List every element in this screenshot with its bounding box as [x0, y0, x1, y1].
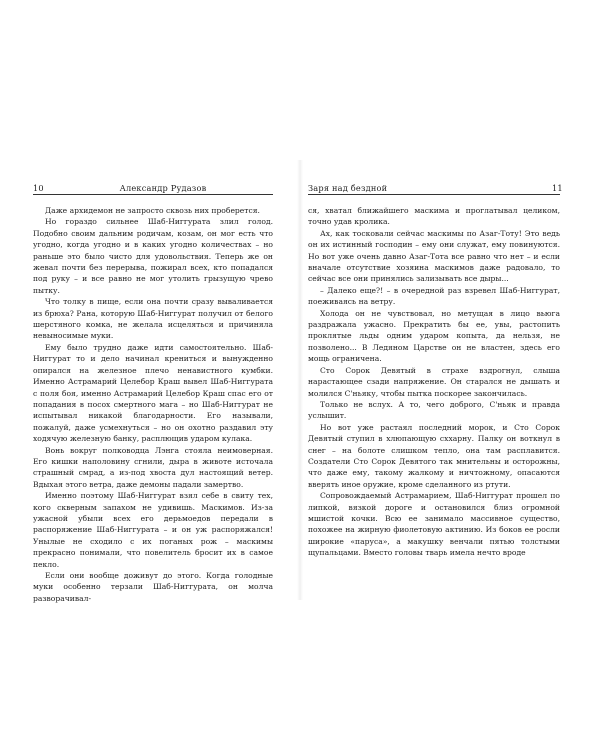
paragraph: Сопровождаемый Астрамарием, Шаб-Ниггурат прошел по липкой, вязкой дороге и остановился близ огромной мшистой кочки. Всю ее занимало массивное существо, похожее на жирную фиолетовую актинию. Из боков ее росли широкие «паруса», а макушку венчали пятью толстыми щупальцами. Вместо головы тварь имела нечто вроде — [308, 491, 560, 558]
header-rule-left — [33, 194, 273, 195]
right-page-text — [308, 205, 560, 559]
page-number-left: 10 — [33, 183, 44, 193]
paragraph: Холода он не чувствовал, но метущая в лицо вьюга раздражала ужасно. Прекратить бы ее, увы, растопить проклятые льды одним ударом копыта, да нельзя, не позволено... В Ледяном Царстве он не властен, здесь его мощь ограничена. — [308, 308, 560, 364]
paragraph: Вонь вокруг полководца Лэнга стояла неимоверная. Его кишки наполовину сгнили, дыра в животе источала страшный смрад, а из-под хвоста дул настоящий ветер. Вдыхая этого ветра, даже демоны падали замертво. — [33, 445, 273, 489]
paragraph: Но гораздо сильнее Шаб-Ниггурата злил голод. Подобно своим дальним родичам, козам, он мог есть что угодно, когда угодно и в каких угодно количествах – но раньше это было чисто для удовольствия. Теперь же он жевал почти без перерыва, пожирал всех, кто попадался под руку – и все равно не мог утолить грызущую чрево пытку. — [33, 217, 273, 295]
paragraph: Ему было трудно даже идти самостоятельно. Шаб-Ниггурат то и дело начинал крениться и вынужденно опирался на железное плечо ненавистного кумбки. Именно Астрамарий Целебор Краш вывел Шаб-Ниггурата с поля боя, именно Астрамарий Целебор Краш спас его от попадания в посох смертного мага – но Шаб-Ниггурат не испытывал никакой благодарности. Его называли, пожалуй, даже усмехнуться – но он охотно раздавил эту ходячую железную банку, расплющив ударом кулака. — [33, 342, 273, 444]
paragraph: Именно поэтому Шаб-Ниггурат взял себе в свиту тех, кого скверным запахом не удивишь. Маскимов. Из-за ужасной убыли всех его дерьмоедов передали в распоряжение Шаб-Ниггурата – и он уж распоряжался! Унылые не сходило с их поганых рож – маскимы прекрасно понимали, что повелитель бросит их в самое пекло. — [33, 491, 273, 569]
paragraph: Ах, как тосковали сейчас маскимы по Азаг-Тоту! Это ведь он их истинный господин – ему они служат, ему повинуются. Но вот уже очень давно Азаг-Тота все равно что нет – и если вначале отсутствие хозяина маскимов даже радовало, то сейчас все они принялись зализывать все дыры... — [308, 228, 560, 284]
right-page — [300, 0, 600, 750]
paragraph: Что толку в пище, если она почти сразу вываливается из брюха? Рана, которую Шаб-Ниггурат получил от белого шерстяного комка, не желала исцеляться и причиняла невыносимые муки. — [33, 297, 273, 341]
page-number-right: 11 — [552, 183, 563, 193]
running-head-book-title: Заря над бездной — [308, 183, 388, 193]
header-rule-right — [308, 194, 560, 195]
paragraph: Только не вслух. А то, чего доброго, С'ньяк и правда услышит. — [308, 399, 560, 421]
paragraph: Сто Сорок Девятый в страхе вздрогнул, слыша нарастающее сзади напряжение. Он старался не дышать и молился С'ньяку, чтобы пытка поскорее закончилась. — [308, 365, 560, 398]
paragraph: Если они вообще доживут до этого. Когда голодные муки особенно терзали Шаб-Ниггурата, он молча разворачивал- — [33, 571, 273, 603]
paragraph: Но вот уже растаял последний морок, и Сто Сорок Девятый ступил в хлюпающую сххарну. Палку он воткнул в снег – на болоте слишком тепло, она там расплавится. Создатели Сто Сорок Девятого так мнительны и осторожны, что даже ему, такому жалкому и ничтожному, опасаются вверять иное оружие, кроме сделанного из ртути. — [308, 422, 560, 489]
paragraph: Даже архидемон не запросто сквозь них проберется. — [45, 206, 260, 215]
paragraph: – Далеко еще?! – в очередной раз взревел Шаб-Ниггурат, поеживаясь на ветру. — [308, 285, 560, 307]
left-page-text — [33, 205, 273, 604]
paragraph: ся, хватал ближайшего маскима и проглатывал целиком, точно удав кролика. — [308, 206, 560, 227]
running-head-author: Александр Рудазов — [119, 183, 207, 193]
